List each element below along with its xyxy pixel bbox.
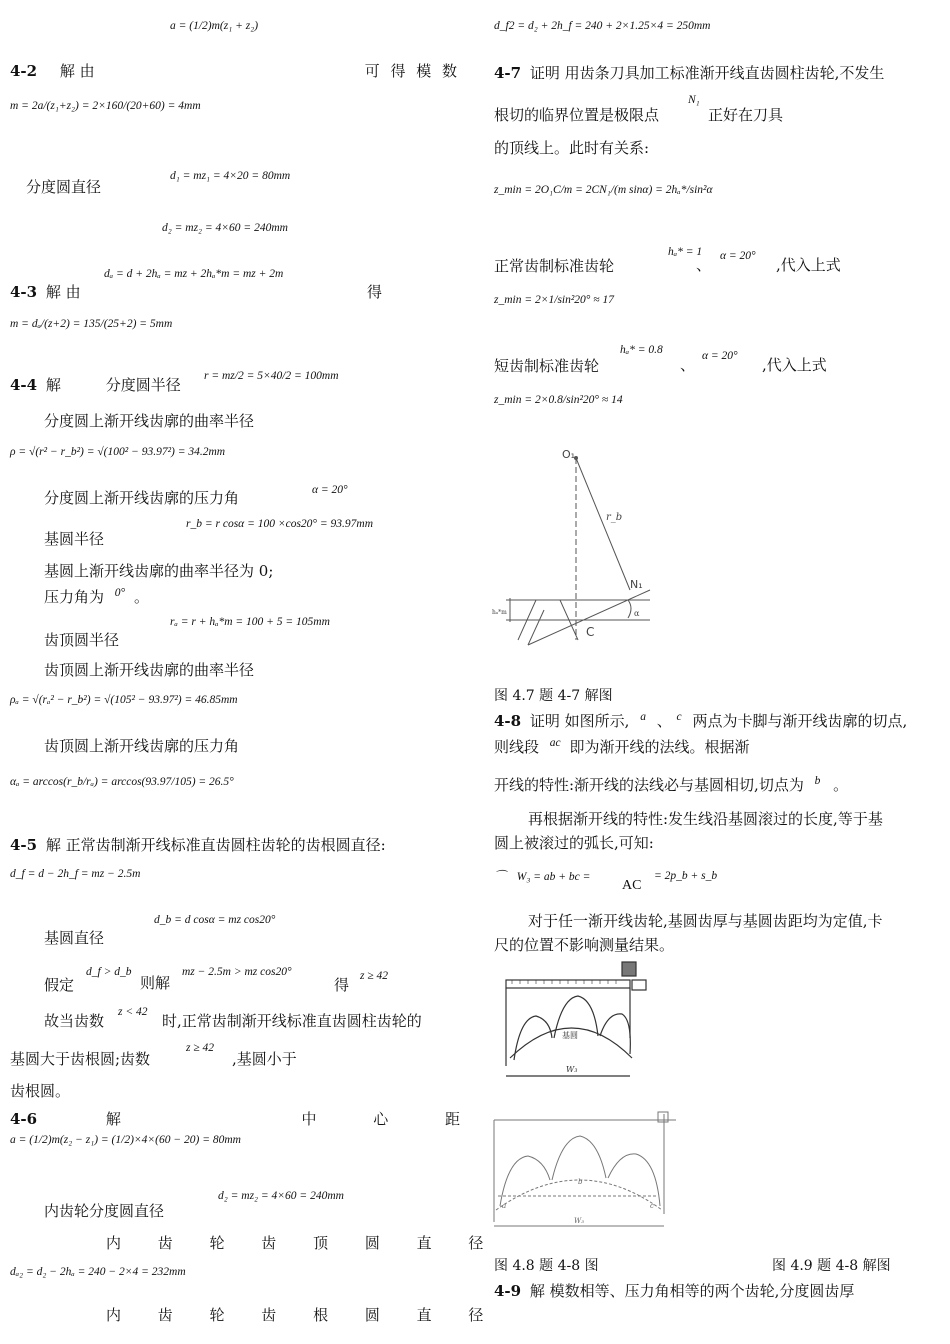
text: 齿根圆。 [10, 1082, 71, 1100]
label-rb: r_b [606, 512, 623, 523]
formula-module-4-3: m = dₐ/(z+2) = 135/(25+2) = 5mm [10, 318, 173, 330]
label-w3: W₃ [566, 1065, 578, 1074]
text: 根切的临界位置是极限点 [494, 106, 660, 124]
text: 得 [366, 283, 382, 301]
tooth [514, 1016, 552, 1060]
text: 尺的位置不影响测量结果。 [494, 936, 675, 954]
problem-4-4-line [10, 376, 181, 394]
center-distance-formula: a = (1/2)m(z₁ + z₂) [170, 20, 259, 32]
formula: W₃ = ab + bc = [516, 871, 591, 883]
text: 分度圆半径 [105, 376, 181, 394]
text: 解 正常齿制渐开线标准直齿圆柱齿轮的齿根圆直径: [45, 836, 386, 854]
text: 齿顶圆半径 [44, 631, 120, 649]
text: 分度圆上渐开线齿廓的曲率半径 [44, 412, 255, 430]
formula: AC [622, 878, 642, 893]
text: ,基圆小于 [232, 1050, 297, 1068]
text: 分度圆上渐开线齿廓的压力角 [44, 489, 240, 507]
text: 解 模数相等、压力角相等的两个齿轮,分度圆齿厚 [529, 1282, 855, 1300]
formula-tip-diameter-def: dₐ = d + 2hₐ = mz + 2hₐ*m = mz + 2m [104, 268, 284, 280]
formula: α = 20° [720, 250, 756, 262]
text: 。 [833, 776, 849, 794]
problem-number: 4-3 [10, 283, 38, 301]
formula: 0° [114, 587, 126, 599]
text: 解 [45, 376, 61, 394]
problem-4-8-line3 [494, 776, 848, 795]
formula: = 2p_b + s_b [654, 870, 718, 882]
text: 则线段 [494, 738, 540, 756]
text: 解 [105, 1110, 121, 1128]
formula: hₐ* = 1 [668, 246, 703, 258]
caption-fig-4-8: 图 4.8 题 4-8 图 [494, 1258, 599, 1274]
label-a: a [502, 1202, 507, 1210]
tooth [600, 1014, 630, 1054]
problem-number: 4-8 [494, 712, 522, 730]
formula-d2: d₂ = mz₂ = 4×60 = 240mm [162, 222, 288, 234]
text: 、 [696, 256, 712, 274]
label-pitch-diameter: 分度圆直径 [26, 178, 102, 196]
figure-4-7-rack-cutter [488, 440, 668, 655]
problem-4-9-line [494, 1282, 854, 1300]
formula: z < 42 [118, 1006, 148, 1018]
text: 正好在刀具 [708, 106, 784, 124]
text: 对于任一渐开线齿轮,基圆齿厚与基圆齿距均为定值,卡 [528, 912, 883, 930]
label-ha: hₐ*m [492, 609, 507, 616]
problem-4-3-line [10, 283, 382, 301]
text: 圆上被滚过的弧长,可知: [494, 834, 654, 852]
text: 内 齿 轮 齿 顶 圆 直 径 [106, 1234, 500, 1252]
text: 压力角为 [44, 588, 105, 606]
base-pressure-line [44, 588, 149, 607]
formula: hₐ* = 0.8 [620, 344, 663, 356]
text: 解 由 [59, 62, 95, 80]
label-alpha: α [634, 609, 640, 618]
text: 的顶线上。此时有关系: [494, 139, 650, 157]
text: 内 齿 轮 齿 根 圆 直 径 [106, 1306, 500, 1324]
text: 正常齿制标准齿轮 [494, 257, 615, 275]
slider [632, 980, 646, 990]
formula: α = 20° [702, 350, 738, 362]
formula-a6: a = (1/2)m(z₂ − z₁) = (1/2)×4×(60 − 20) = 80mm [10, 1134, 241, 1146]
formula: mz − 2.5m > mz cos20° [182, 966, 292, 978]
formula: c [676, 711, 682, 723]
text: 、 [656, 712, 672, 730]
text: 即为渐开线的法线。根据渐 [569, 738, 750, 756]
text: 证明 用齿条刀具加工标准渐开线直齿圆柱齿轮,不发生 [529, 64, 885, 82]
label-n1: N₁ [630, 578, 643, 591]
text: 基圆大于齿根圆;齿数 [10, 1050, 151, 1068]
text: 短齿制标准齿轮 [494, 357, 600, 375]
formula-r: r = mz/2 = 5×40/2 = 100mm [204, 370, 339, 382]
formula-z14: z_min = 2×0.8/sin²20° ≈ 14 [494, 394, 623, 406]
text: 两点为卡脚与渐开线齿廓的切点, [692, 712, 908, 730]
label-c: c [650, 1202, 654, 1210]
formula-alpha-a: αₐ = arccos(r_b/rₐ) = arccos(93.97/105) = 26.5° [10, 776, 234, 788]
text: 开线的特性:渐开线的法线必与基圆相切,切点为 [494, 776, 804, 794]
module-formula: m = 2a/(z₁+z₂) = 2×160/(20+60) = 4mm [10, 100, 201, 112]
formula-alpha: α = 20° [312, 484, 348, 496]
text: ,代入上式 [762, 356, 827, 374]
formula-z17: z_min = 2×1/sin²20° ≈ 17 [494, 294, 614, 306]
problem-number: 4-9 [494, 1282, 522, 1300]
formula-d1: d₁ = mz₁ = 4×20 = 80mm [170, 170, 291, 182]
text: 故当齿数 [44, 1012, 105, 1030]
text: 可 得 模 数 [364, 62, 460, 80]
text: 中 心 距 [301, 1110, 486, 1128]
text: 内齿轮分度圆直径 [44, 1202, 165, 1220]
formula-rb: r_b = r cosα = 100 ×cos20° = 93.97mm [186, 518, 374, 530]
radius-line-rb [576, 458, 630, 590]
text: 再根据渐开线的特性:发生线沿基圆滚过的长度,等于基 [528, 810, 883, 828]
caption-fig-4-7: 图 4.7 题 4-7 解图 [494, 688, 613, 704]
problem-4-7-line [494, 64, 884, 82]
formula: b [814, 775, 821, 787]
text: 假定 [44, 976, 75, 994]
formula-zmin: z_min = 2O₁C/m = 2CN₁/(m sinα) = 2hₐ*/sin²α [494, 184, 713, 196]
text: ,代入上式 [776, 256, 841, 274]
problem-4-2-line [10, 62, 460, 80]
caliper-knob [622, 962, 636, 976]
problem-number: 4-7 [494, 64, 522, 82]
formula-db: d_b = d cosα = mz cos20° [154, 914, 276, 926]
text: 基圆直径 [44, 929, 105, 947]
text: 齿顶圆上渐开线齿廓的压力角 [44, 737, 240, 755]
text: 基圆上渐开线齿廓的曲率半径为 0; [44, 562, 274, 580]
formula-d2-6: d₂ = mz₂ = 4×60 = 240mm [218, 1190, 344, 1202]
figure-4-9-solution [490, 1110, 690, 1234]
text: 基圆半径 [44, 530, 105, 548]
formula: ac [549, 737, 561, 749]
formula: N₁ [688, 94, 700, 106]
label-c: C [586, 625, 595, 639]
text: 、 [680, 356, 696, 374]
formula-da2: dₐ₂ = d₂ − 2hₐ = 240 − 2×4 = 232mm [10, 1266, 186, 1278]
arc-symbol: ⌒ [494, 869, 507, 883]
caption-fig-4-9: 图 4.9 题 4-8 解图 [772, 1258, 891, 1274]
label-b: b [578, 1178, 583, 1186]
text: 则解 [140, 974, 171, 992]
problem-4-6-line [10, 1110, 486, 1128]
problem-4-8-line1 [494, 712, 907, 731]
formula: z ≥ 42 [186, 1042, 215, 1054]
label-w3: W₃ [574, 1217, 585, 1225]
text: 。 [133, 588, 149, 606]
text: 时,正常齿制渐开线标准直齿圆柱齿轮的 [162, 1012, 422, 1030]
figure-4-8-caliper [492, 958, 652, 1084]
problem-number: 4-4 [10, 376, 38, 394]
formula-ra: rₐ = r + hₐ*m = 100 + 5 = 105mm [170, 616, 330, 628]
label-base-circle: 基圆 [562, 1031, 578, 1040]
tooth [552, 1136, 606, 1180]
tooth [608, 1154, 660, 1206]
tooth [500, 1156, 550, 1206]
problem-number: 4-2 [10, 62, 38, 80]
formula-w3-line [494, 866, 590, 885]
problem-4-5-line [10, 836, 386, 854]
formula-df2: d_f2 = d₂ + 2h_f = 240 + 2×1.25×4 = 250mm [494, 20, 711, 32]
text: 解 由 [45, 283, 81, 301]
text: 得 [334, 976, 350, 994]
problem-number: 4-5 [10, 836, 38, 854]
text: 证明 如图所示, [529, 712, 630, 730]
formula: d_f > d_b [86, 966, 132, 978]
problem-number: 4-6 [10, 1110, 38, 1128]
text: 齿顶圆上渐开线齿廓的曲率半径 [44, 661, 255, 679]
formula-rho-a: ρₐ = √(rₐ² − r_b²) = √(105² − 93.97²) = 46.85mm [10, 694, 238, 706]
formula: z ≥ 42 [360, 970, 389, 982]
problem-4-8-line2 [494, 738, 749, 757]
formula-rho: ρ = √(r² − r_b²) = √(100² − 93.97²) = 34.2mm [10, 446, 226, 458]
formula-df: d_f = d − 2h_f = mz − 2.5m [10, 868, 141, 880]
label-o1: O₁ [562, 448, 576, 461]
formula: a [640, 711, 646, 723]
